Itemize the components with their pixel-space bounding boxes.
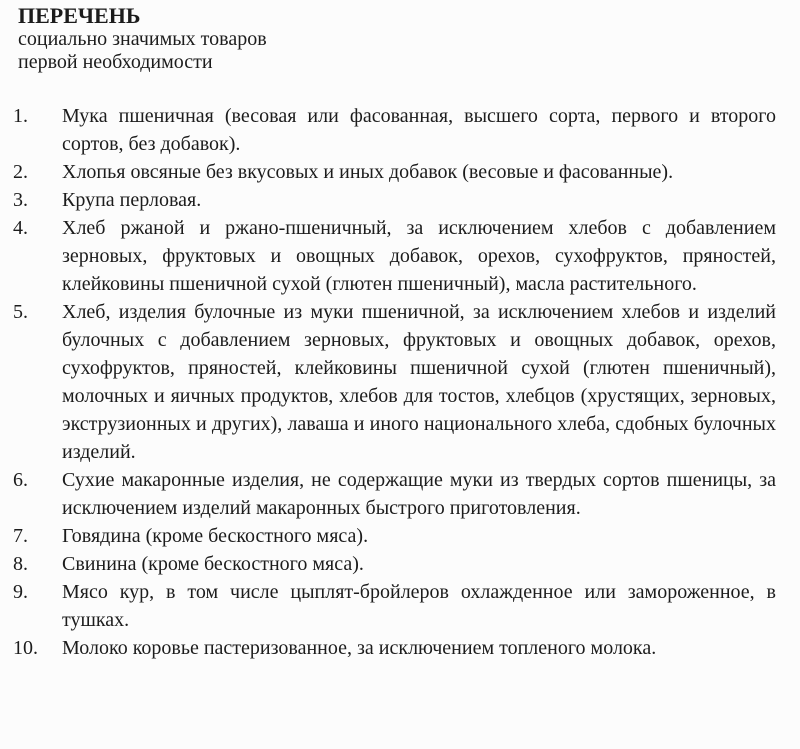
document-title: ПЕРЕЧЕНЬ — [18, 3, 141, 28]
list-item-number: 10. — [13, 637, 38, 659]
list-item — [0, 634, 776, 662]
list-item-text: Хлопья овсяные без вкусовых и иных добавок (весовые и фасованные). — [62, 161, 674, 183]
list-item-number: 9. — [13, 581, 28, 603]
list-item — [0, 550, 776, 578]
list-item — [0, 466, 776, 522]
list-item — [0, 214, 776, 298]
list-item-text: Крупа перловая. — [62, 189, 202, 211]
list-item-number: 3. — [13, 189, 28, 211]
list-item-number: 8. — [13, 553, 28, 575]
list-item-text: Хлеб ржаной и ржано-пшеничный, за исключением хлебов с добавлением зерновых, фруктовых и овощных добавок, орехов, сухофруктов, пряностей, клейковины пшеничной сухой (глютен пшеничный), масла растительного. — [62, 217, 776, 295]
list-item-number: 7. — [13, 525, 28, 547]
list-item-text: Хлеб, изделия булочные из муки пшеничной, за исключением хлебов и изделий булочных с добавлением зерновых, фруктовых и овощных добавок, орехов, сухофруктов, пряностей, клейковины пшеничной сухой (глютен пшеничный), молочных и яичных продуктов, хлебов для тостов, хлебцов (хрустящих, зерновых, экструзионных и других), лаваша и иного национального хлеба, сдобных булочных изделий. — [62, 301, 776, 463]
list-item — [0, 102, 776, 158]
list-item-number: 4. — [13, 217, 28, 239]
document-subtitle-line-1: социально значимых товаров — [18, 28, 267, 50]
list-item — [0, 578, 776, 634]
list-item-number: 5. — [13, 301, 28, 323]
list-item — [0, 158, 776, 186]
list-item-text: Свинина (кроме бескостного мяса). — [62, 553, 364, 575]
list-item-text: Говядина (кроме бескостного мяса). — [62, 525, 369, 547]
document-subtitle-line-2: первой необходимости — [18, 51, 213, 73]
list-item-number: 1. — [13, 105, 28, 127]
list-item — [0, 522, 776, 550]
list-item-number: 2. — [13, 161, 28, 183]
document-header — [18, 3, 776, 74]
list-item-text: Сухие макаронные изделия, не содержащие муки из твердых сортов пшеницы, за исключением изделий макаронных быстрого приготовления. — [62, 469, 776, 519]
list-item — [0, 298, 776, 466]
list-item-text: Мясо кур, в том числе цыплят-бройлеров охлажденное или замороженное, в тушках. — [62, 581, 776, 631]
list-item-text: Мука пшеничная (весовая или фасованная, высшего сорта, первого и второго сортов, без добавок). — [62, 105, 776, 155]
list-item-text: Молоко коровье пастеризованное, за исключением топленого молока. — [62, 637, 657, 659]
list-item-number: 6. — [13, 469, 28, 491]
numbered-list — [0, 102, 776, 662]
list-item — [0, 186, 776, 214]
